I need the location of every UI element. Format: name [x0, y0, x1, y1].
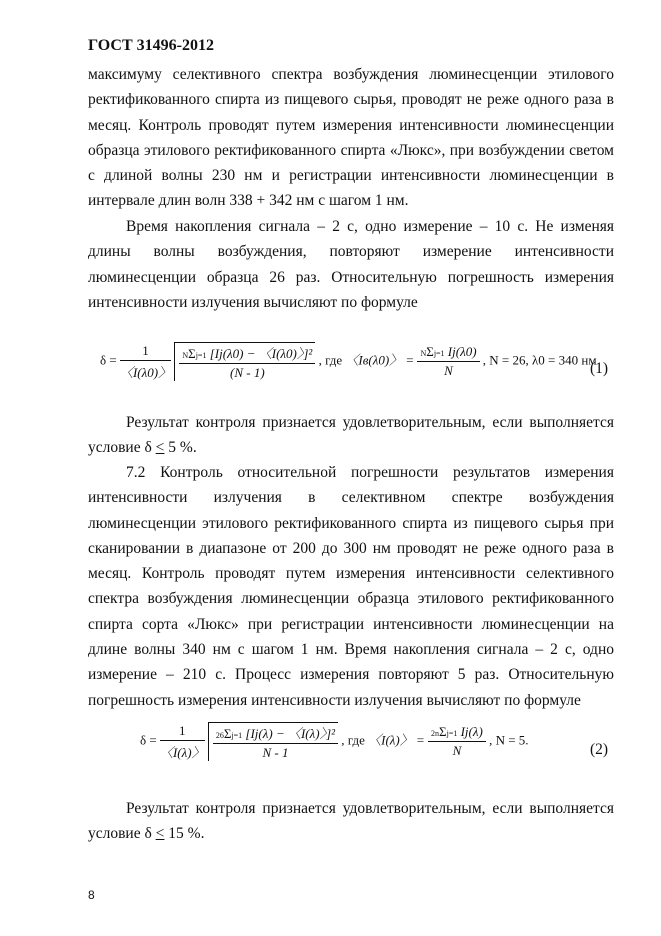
- equation-number-2: (2): [590, 741, 609, 758]
- formula-2-conditions: , N = 5.: [489, 732, 529, 748]
- formula-1-fraction-2: $\frac{\text{NΣj=1 Ij(λ0)}}{N}$: [417, 344, 479, 379]
- formula-1-fraction-1: $\frac{1}{〈I(\lambda 0)〉}$: [119, 342, 172, 380]
- paragraph-3: Результат контроля признается удовлетворительным, если выполняется условие δ < 5 %.: [88, 414, 614, 457]
- formula-2-lhs: δ =: [140, 732, 157, 748]
- formula-1-mean-definition: 〈Iв(λ0)〉 =: [345, 352, 415, 368]
- formula-2-mean-definition: 〈I(λ)〉 =: [368, 732, 425, 748]
- equation-number-1: (1): [590, 360, 609, 377]
- paragraph-5: Результат контроля признается удовлетворительным, если выполняется условие δ < 15 %.: [88, 800, 614, 843]
- formula-1-lhs: δ =: [100, 352, 117, 368]
- formula-2: [88, 712, 618, 776]
- paragraph-1: максимуму селективного спектра возбуждения люминесценции этилового ректификованного спирта из пищевого сырья, проводят не реже одного раза в месяц. Контроль проводят путем измерения интенсивности люминесценции образца этилового ректификованного спирта «Люкс», при возбуждении светом с длиной волны 230 нм и регистрации интенсивности люминесценции в интервале длин волн 338 + 342 нм с шагом 1 нм.: [88, 66, 614, 210]
- formula-2-fraction-1: $\frac{1}{〈I(\lambda)〉}$: [159, 722, 205, 760]
- formula-2-where: , где: [341, 732, 365, 748]
- formula-1-conditions: , N = 26, λ0 = 340 нм: [482, 352, 597, 368]
- paragraph-2: Время накопления сигнала – 2 с, одно измерение – 10 с. Не изменяя длины волны возбуждения, повторяют измерение интенсивности люминесценции образца 26 раз. Относительную погрешность измерения интенсивности излучения вычисляют по формуле: [88, 218, 614, 311]
- formula-1-where: , где: [318, 352, 343, 368]
- formula-1-sqrt: $\frac{\text{NΣj=1 [Ij(λ0) − 〈I(λ0)〉]²}}{(N - 1)}$: [174, 342, 315, 381]
- formula-2-fraction-2: $\frac{\text{2nΣj=1 Ij(λ)}}{N}$: [428, 724, 486, 759]
- formula-2-sqrt: $\frac{\text{26Σj=1 [Ij(λ) − 〈I(λ)〉]²}}{N - 1}$: [208, 722, 338, 761]
- formula-1: [88, 332, 618, 392]
- page-number: 8: [88, 888, 95, 902]
- standard-header: ГОСТ 31496-2012: [88, 37, 214, 54]
- paragraph-4: 7.2 Контроль относительной погрешности результатов измерения интенсивности излучения в селективном спектре возбуждения люминесценции этилового ректификованного спирта из пищевого сырья при сканировании в диапазоне от 200 до 300 нм проводят не реже одного раза в месяц. Контроль проводят путем измерения интенсивности селективного спектра возбуждения люминесценции образца этилового ректификованного спирта сорта «Люкс» при регистрации интенсивности люминесценции на длине волны 340 нм с шагом 1 нм. Время накопления сигнала – 2 с, одно измерение – 210 с. Процесс измерения повторяют 5 раз. Относительную погрешность измерения интенсивности излучения вычисляют по формуле: [88, 464, 614, 709]
